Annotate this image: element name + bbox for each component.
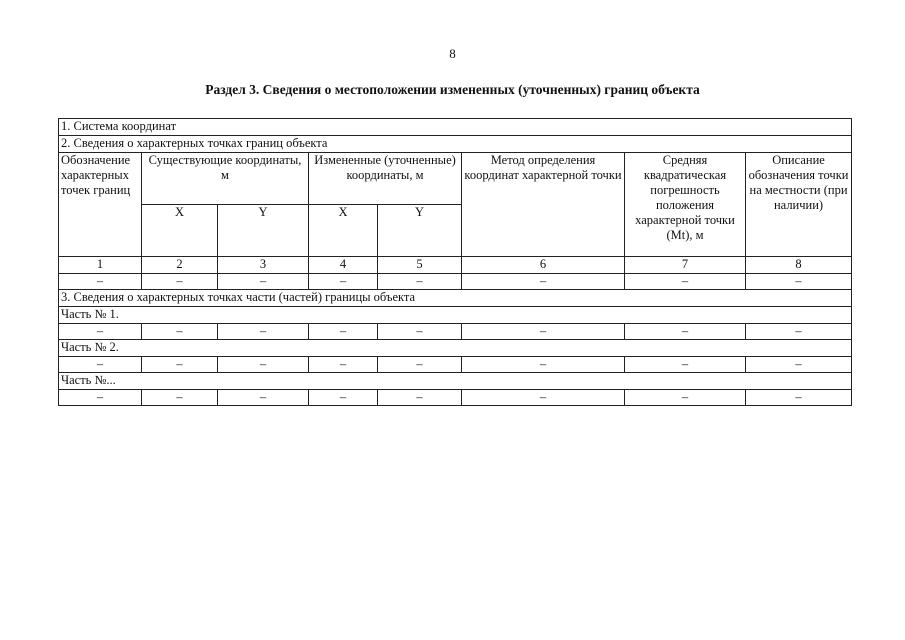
- table-header-row: [59, 153, 852, 205]
- parts-section-label: 3. Сведения о характерных точках части (частей) границы объекта: [59, 290, 852, 307]
- empty-cell: –: [746, 324, 852, 340]
- empty-cell: –: [142, 390, 218, 406]
- empty-cell: –: [59, 390, 142, 406]
- empty-cell: –: [462, 274, 625, 290]
- empty-cell: –: [59, 357, 142, 373]
- header-existing-coordinates: Существующие координаты, м: [142, 153, 309, 205]
- header-designation: Обозначение характерных точек границ: [59, 153, 142, 257]
- boundary-table: [58, 118, 852, 406]
- header-method: Метод определения координат характерной точки: [462, 153, 625, 257]
- empty-cell: –: [218, 324, 309, 340]
- empty-cell: –: [218, 390, 309, 406]
- header-existing-x: X: [142, 205, 218, 257]
- empty-cell: –: [309, 390, 378, 406]
- header-existing-y: Y: [218, 205, 309, 257]
- table-row-part-2: [59, 340, 852, 357]
- empty-cell: –: [746, 357, 852, 373]
- column-number: 4: [309, 257, 378, 274]
- column-number: 3: [218, 257, 309, 274]
- empty-cell: –: [462, 390, 625, 406]
- header-changed-y: Y: [378, 205, 462, 257]
- empty-cell: –: [462, 357, 625, 373]
- header-description: Описание обозначения точки на местности (при наличии): [746, 153, 852, 257]
- empty-cell: –: [378, 357, 462, 373]
- coordinate-system-label: 1. Система координат: [59, 119, 852, 136]
- empty-cell: –: [746, 274, 852, 290]
- empty-cell: –: [378, 324, 462, 340]
- empty-cell: –: [462, 324, 625, 340]
- table-row-parts-heading: [59, 290, 852, 307]
- empty-cell: –: [625, 390, 746, 406]
- empty-cell: –: [309, 324, 378, 340]
- part-1-label: Часть № 1.: [59, 307, 852, 324]
- column-number: 1: [59, 257, 142, 274]
- part-2-label: Часть № 2.: [59, 340, 852, 357]
- points-section-label: 2. Сведения о характерных точках границ объекта: [59, 136, 852, 153]
- empty-cell: –: [142, 357, 218, 373]
- empty-cell: –: [378, 274, 462, 290]
- empty-cell: –: [142, 324, 218, 340]
- header-error: Средняя квадратическая погрешность положения характерной точки (Mt), м: [625, 153, 746, 257]
- part-3-label: Часть №...: [59, 373, 852, 390]
- empty-cell: –: [309, 274, 378, 290]
- column-number: 8: [746, 257, 852, 274]
- empty-cell: –: [625, 357, 746, 373]
- header-changed-x: X: [309, 205, 378, 257]
- table-row-part-3: [59, 373, 852, 390]
- empty-cell: –: [218, 357, 309, 373]
- page-number: 8: [449, 46, 456, 61]
- column-number: 6: [462, 257, 625, 274]
- section-title: Раздел 3. Сведения о местоположении измененных (уточненных) границ объекта: [205, 82, 700, 97]
- column-number-row: [59, 257, 852, 274]
- table-row: [59, 357, 852, 373]
- empty-cell: –: [625, 324, 746, 340]
- table-row-coordinate-system: [59, 119, 852, 136]
- empty-cell: –: [746, 390, 852, 406]
- column-number: 5: [378, 257, 462, 274]
- table-row: [59, 390, 852, 406]
- table-row-points-heading: [59, 136, 852, 153]
- table-row: [59, 324, 852, 340]
- header-changed-coordinates: Измененные (уточненные) координаты, м: [309, 153, 462, 205]
- table-row: [59, 274, 852, 290]
- column-number: 2: [142, 257, 218, 274]
- column-number: 7: [625, 257, 746, 274]
- empty-cell: –: [625, 274, 746, 290]
- empty-cell: –: [309, 357, 378, 373]
- empty-cell: –: [59, 324, 142, 340]
- empty-cell: –: [142, 274, 218, 290]
- empty-cell: –: [378, 390, 462, 406]
- empty-cell: –: [218, 274, 309, 290]
- empty-cell: –: [59, 274, 142, 290]
- table-row-part-1: [59, 307, 852, 324]
